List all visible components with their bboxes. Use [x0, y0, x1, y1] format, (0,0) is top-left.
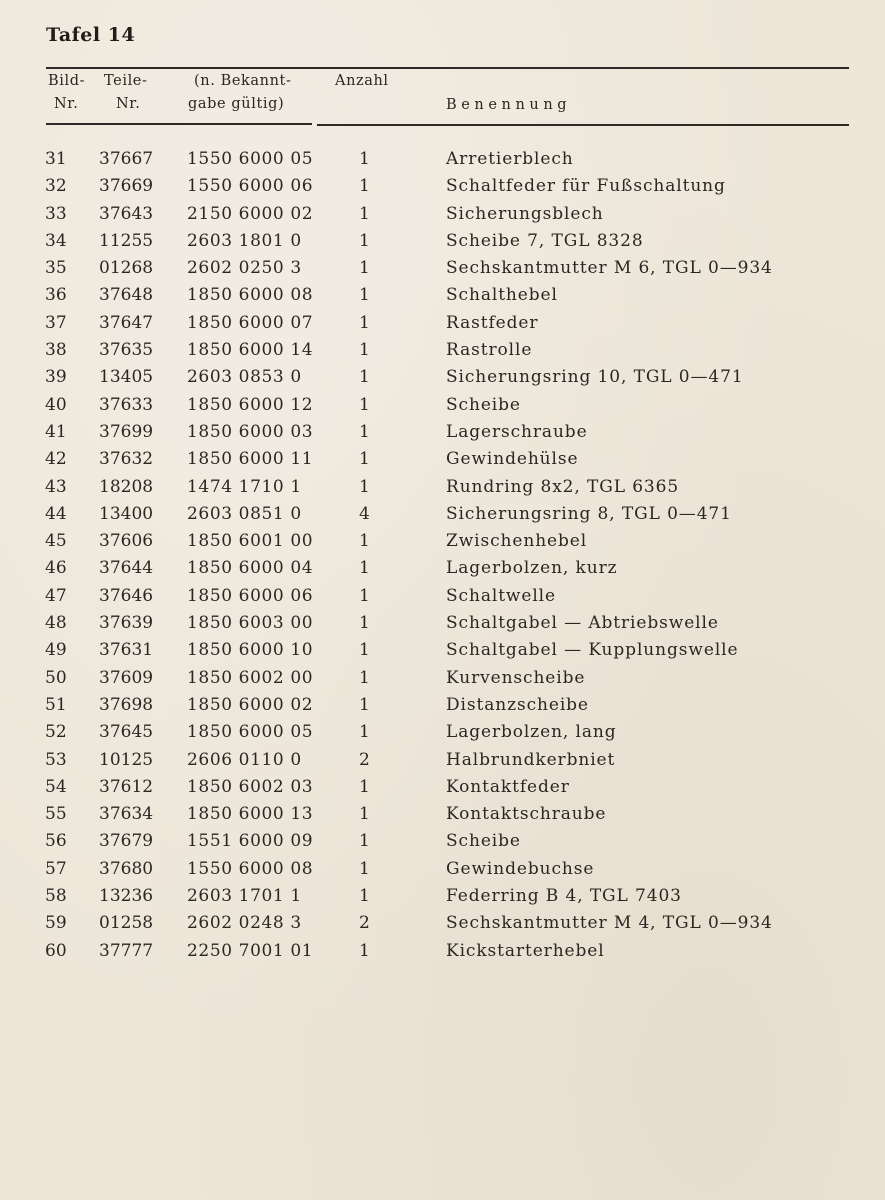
cell-bild-nr: 46 — [45, 558, 67, 579]
header-bild-line1: Bild- — [48, 73, 86, 89]
table-row — [0, 883, 885, 910]
header-top-rule — [46, 67, 849, 69]
table-row — [0, 146, 885, 173]
cell-bekanntgabe-nr: 1850 6000 10 — [187, 640, 314, 661]
cell-bild-nr: 48 — [45, 613, 67, 634]
table-row — [0, 665, 885, 692]
header-benennung: Benennung — [446, 97, 572, 113]
cell-bild-nr: 52 — [45, 722, 67, 743]
cell-benennung: Halbrundkerbniet — [446, 749, 616, 770]
cell-bild-nr: 40 — [45, 394, 67, 415]
cell-bekanntgabe-nr: 1474 1710 1 — [187, 476, 302, 497]
cell-benennung: Gewindebuchse — [446, 858, 595, 879]
cell-teile-nr: 37699 — [99, 421, 154, 442]
cell-bild-nr: 50 — [45, 667, 67, 688]
cell-bild-nr: 33 — [45, 203, 67, 224]
cell-bekanntgabe-nr: 1850 6000 04 — [187, 558, 314, 579]
cell-anzahl: 1 — [359, 340, 370, 361]
cell-bild-nr: 31 — [45, 149, 67, 169]
cell-bekanntgabe-nr: 1850 6000 08 — [187, 285, 314, 306]
cell-bild-nr: 39 — [45, 367, 67, 388]
table-row — [0, 528, 885, 555]
header-teile-line2: Nr. — [116, 96, 141, 112]
cell-benennung: Schaltwelle — [446, 585, 556, 606]
cell-teile-nr: 13236 — [99, 886, 154, 907]
cell-teile-nr: 13400 — [99, 503, 154, 524]
table-row — [0, 282, 885, 309]
cell-teile-nr: 37680 — [99, 858, 154, 879]
cell-anzahl: 1 — [359, 858, 370, 879]
cell-teile-nr: 10125 — [99, 749, 154, 770]
cell-bekanntgabe-nr: 2250 7001 01 — [187, 940, 314, 961]
table-row — [0, 610, 885, 637]
cell-bekanntgabe-nr: 2603 1801 0 — [187, 230, 302, 251]
cell-bild-nr: 59 — [45, 913, 67, 934]
table-row — [0, 255, 885, 282]
cell-teile-nr: 37643 — [99, 203, 154, 224]
cell-anzahl: 1 — [359, 312, 370, 333]
cell-bekanntgabe-nr: 1550 6000 05 — [187, 149, 314, 169]
cell-anzahl: 1 — [359, 667, 370, 688]
cell-anzahl: 2 — [359, 913, 370, 934]
cell-bild-nr: 45 — [45, 531, 67, 552]
header-anzahl: Anzahl — [335, 73, 389, 89]
cell-bekanntgabe-nr: 2602 0248 3 — [187, 913, 302, 934]
cell-anzahl: 1 — [359, 722, 370, 743]
cell-bekanntgabe-nr: 1850 6003 00 — [187, 613, 314, 634]
table-row — [0, 719, 885, 746]
cell-anzahl: 1 — [359, 176, 370, 197]
cell-teile-nr: 37606 — [99, 531, 154, 552]
cell-bild-nr: 34 — [45, 230, 67, 251]
cell-anzahl: 1 — [359, 258, 370, 279]
cell-bekanntgabe-nr: 1550 6000 08 — [187, 858, 314, 879]
cell-bild-nr: 49 — [45, 640, 67, 661]
cell-anzahl: 1 — [359, 886, 370, 907]
cell-teile-nr: 18208 — [99, 476, 154, 497]
cell-teile-nr: 37648 — [99, 285, 154, 306]
cell-anzahl: 1 — [359, 367, 370, 388]
table-row — [0, 446, 885, 473]
table-row — [0, 747, 885, 774]
cell-benennung: Lagerschraube — [446, 421, 588, 442]
cell-bekanntgabe-nr: 1850 6000 02 — [187, 694, 314, 715]
cell-benennung: Kurvenscheibe — [446, 667, 586, 688]
cell-anzahl: 1 — [359, 776, 370, 797]
table-row — [0, 555, 885, 582]
cell-bekanntgabe-nr: 1850 6000 03 — [187, 421, 314, 442]
cell-anzahl: 1 — [359, 585, 370, 606]
cell-benennung: Schaltgabel — Kupplungswelle — [446, 640, 739, 661]
cell-bekanntgabe-nr: 1850 6002 00 — [187, 667, 314, 688]
cell-benennung: Kontaktschraube — [446, 804, 607, 825]
table-row — [0, 910, 885, 937]
page-title: Tafel 14 — [46, 24, 136, 46]
table-row — [0, 201, 885, 228]
table-row — [0, 173, 885, 200]
cell-benennung: Kontaktfeder — [446, 776, 570, 797]
cell-teile-nr: 37777 — [99, 940, 154, 961]
header-bottom-rule-right — [317, 124, 849, 126]
header-teile-line1: Teile- — [104, 73, 148, 89]
cell-teile-nr: 13405 — [99, 367, 154, 388]
cell-bekanntgabe-nr: 1850 6002 03 — [187, 776, 314, 797]
cell-teile-nr: 37632 — [99, 449, 154, 470]
table-row — [0, 337, 885, 364]
cell-anzahl: 4 — [359, 503, 370, 524]
table-row — [0, 474, 885, 501]
header-bekanntgabe-line1: (n. Bekannt- — [194, 73, 292, 89]
header-bottom-rule-left — [46, 123, 312, 125]
cell-bild-nr: 35 — [45, 258, 67, 279]
cell-teile-nr: 37646 — [99, 585, 154, 606]
cell-bekanntgabe-nr: 1850 6000 12 — [187, 394, 314, 415]
cell-bild-nr: 51 — [45, 694, 67, 715]
cell-benennung: Schalthebel — [446, 285, 558, 306]
header-bekanntgabe-line2: gabe gültig) — [188, 96, 285, 112]
cell-benennung: Gewindehülse — [446, 449, 579, 470]
cell-bekanntgabe-nr: 2603 0851 0 — [187, 503, 302, 524]
cell-benennung: Zwischenhebel — [446, 531, 588, 552]
cell-benennung: Federring B 4, TGL 7403 — [446, 886, 682, 907]
cell-benennung: Rastfeder — [446, 312, 539, 333]
table-row — [0, 583, 885, 610]
table-row — [0, 637, 885, 664]
cell-bild-nr: 43 — [45, 476, 67, 497]
table-row — [0, 856, 885, 883]
cell-bild-nr: 32 — [45, 176, 67, 197]
cell-anzahl: 1 — [359, 203, 370, 224]
table-row — [0, 828, 885, 855]
cell-bekanntgabe-nr: 1850 6000 11 — [187, 449, 314, 470]
table-row — [0, 419, 885, 446]
cell-teile-nr: 37669 — [99, 176, 154, 197]
cell-teile-nr: 37698 — [99, 694, 154, 715]
header-bild-line2: Nr. — [54, 96, 79, 112]
cell-benennung: Sicherungsblech — [446, 203, 604, 224]
cell-anzahl: 1 — [359, 804, 370, 825]
cell-bild-nr: 53 — [45, 749, 67, 770]
cell-bekanntgabe-nr: 1550 6000 06 — [187, 176, 314, 197]
cell-teile-nr: 37644 — [99, 558, 154, 579]
cell-teile-nr: 37647 — [99, 312, 154, 333]
cell-bild-nr: 36 — [45, 285, 67, 306]
cell-anzahl: 1 — [359, 831, 370, 852]
cell-teile-nr: 37635 — [99, 340, 154, 361]
cell-benennung: Lagerbolzen, lang — [446, 722, 617, 743]
cell-bekanntgabe-nr: 1850 6000 14 — [187, 340, 314, 361]
cell-teile-nr: 37645 — [99, 722, 154, 743]
cell-bild-nr: 41 — [45, 421, 67, 442]
cell-bild-nr: 38 — [45, 340, 67, 361]
cell-benennung: Kickstarterhebel — [446, 940, 605, 961]
cell-benennung: Scheibe — [446, 394, 521, 415]
cell-teile-nr: 37679 — [99, 831, 154, 852]
cell-anzahl: 1 — [359, 558, 370, 579]
cell-teile-nr: 37633 — [99, 394, 154, 415]
cell-benennung: Schaltgabel — Abtriebswelle — [446, 613, 719, 634]
cell-anzahl: 1 — [359, 421, 370, 442]
cell-teile-nr: 37609 — [99, 667, 154, 688]
table-row — [0, 801, 885, 828]
cell-anzahl: 1 — [359, 394, 370, 415]
cell-benennung: Arretierblech — [446, 149, 574, 169]
cell-bekanntgabe-nr: 2603 0853 0 — [187, 367, 302, 388]
cell-anzahl: 1 — [359, 640, 370, 661]
cell-bild-nr: 57 — [45, 858, 67, 879]
cell-benennung: Scheibe 7, TGL 8328 — [446, 230, 644, 251]
cell-teile-nr: 37667 — [99, 149, 154, 169]
cell-anzahl: 2 — [359, 749, 370, 770]
cell-bekanntgabe-nr: 1850 6000 07 — [187, 312, 314, 333]
cell-teile-nr: 37634 — [99, 804, 154, 825]
table-row — [0, 364, 885, 391]
cell-bekanntgabe-nr: 1850 6001 00 — [187, 531, 314, 552]
cell-anzahl: 1 — [359, 940, 370, 961]
cell-bekanntgabe-nr: 2602 0250 3 — [187, 258, 302, 279]
cell-anzahl: 1 — [359, 230, 370, 251]
cell-anzahl: 1 — [359, 531, 370, 552]
cell-bild-nr: 42 — [45, 449, 67, 470]
cell-anzahl: 1 — [359, 285, 370, 306]
cell-benennung: Sicherungsring 8, TGL 0—471 — [446, 503, 732, 524]
table-row — [0, 310, 885, 337]
cell-benennung: Lagerbolzen, kurz — [446, 558, 618, 579]
table-row — [0, 938, 885, 965]
cell-bild-nr: 47 — [45, 585, 67, 606]
table-row — [0, 392, 885, 419]
cell-benennung: Sicherungsring 10, TGL 0—471 — [446, 367, 744, 388]
cell-bekanntgabe-nr: 2606 0110 0 — [187, 749, 302, 770]
cell-teile-nr: 01258 — [99, 913, 154, 934]
cell-bekanntgabe-nr: 1850 6000 05 — [187, 722, 314, 743]
cell-bild-nr: 44 — [45, 503, 67, 524]
cell-teile-nr: 01268 — [99, 258, 154, 279]
cell-bekanntgabe-nr: 1551 6000 09 — [187, 831, 314, 852]
cell-bild-nr: 55 — [45, 804, 67, 825]
cell-benennung: Scheibe — [446, 831, 521, 852]
cell-teile-nr: 37639 — [99, 613, 154, 634]
cell-benennung: Schaltfeder für Fußschaltung — [446, 176, 726, 197]
cell-benennung: Sechskantmutter M 4, TGL 0—934 — [446, 913, 773, 934]
cell-benennung: Sechskantmutter M 6, TGL 0—934 — [446, 258, 773, 279]
cell-bekanntgabe-nr: 1850 6000 06 — [187, 585, 314, 606]
cell-benennung: Rastrolle — [446, 340, 533, 361]
table-row — [0, 774, 885, 801]
table-row — [0, 692, 885, 719]
cell-bild-nr: 54 — [45, 776, 67, 797]
cell-teile-nr: 37612 — [99, 776, 154, 797]
cell-anzahl: 1 — [359, 149, 370, 169]
table-row — [0, 501, 885, 528]
cell-anzahl: 1 — [359, 476, 370, 497]
cell-bekanntgabe-nr: 2150 6000 02 — [187, 203, 314, 224]
cell-bekanntgabe-nr: 1850 6000 13 — [187, 804, 314, 825]
cell-bild-nr: 56 — [45, 831, 67, 852]
table-row — [0, 228, 885, 255]
cell-teile-nr: 37631 — [99, 640, 154, 661]
cell-bekanntgabe-nr: 2603 1701 1 — [187, 886, 302, 907]
cell-anzahl: 1 — [359, 694, 370, 715]
cell-teile-nr: 11255 — [99, 230, 154, 251]
cell-anzahl: 1 — [359, 449, 370, 470]
cell-anzahl: 1 — [359, 613, 370, 634]
cell-bild-nr: 58 — [45, 886, 67, 907]
parts-table-body — [0, 146, 885, 965]
cell-benennung: Distanzscheibe — [446, 694, 589, 715]
cell-benennung: Rundring 8x2, TGL 6365 — [446, 476, 680, 497]
cell-bild-nr: 60 — [45, 940, 67, 961]
cell-bild-nr: 37 — [45, 312, 67, 333]
